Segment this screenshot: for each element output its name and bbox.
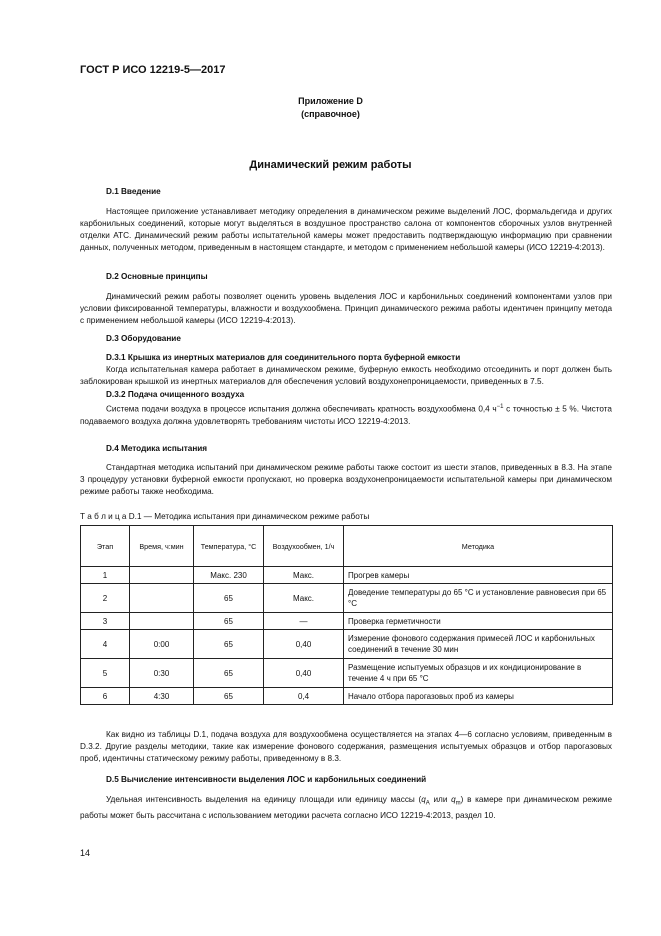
table-row [81,584,613,613]
paragraph [80,401,612,428]
column-header: Температура, °С [194,526,264,567]
method-table [80,525,613,705]
table-cell: — [264,613,344,630]
section-d4 [80,443,612,498]
table-cell: 0,40 [264,630,344,659]
section-heading: D.4 Методика испытания [106,444,208,453]
section-d2 [80,271,612,327]
annex-type: (справочное) [301,109,360,119]
table-cell: 65 [194,659,264,688]
table-cell: 0,4 [264,688,344,705]
standard-header: ГОСТ Р ИСО 12219-5—2017 [80,64,226,76]
table-cell: 0:30 [130,659,194,688]
superscript: −1 [496,404,504,410]
table-cell: 65 [194,630,264,659]
column-header: Этап [81,526,130,567]
page-title: Динамический режим работы [249,159,412,171]
table-cell: Доведение температуры до 65 °С и установление равновесия при 65 °С [344,584,613,613]
table-cell: Размещение испытуемых образцов и их кондиционирование в течение 4 ч при 65 °С [344,659,613,688]
table-row [81,567,613,584]
subsection-heading: D.3.1 Крышка из инертных материалов для соединительного порта буферной емкости [106,353,461,362]
table-row [81,630,613,659]
symbol: q [451,795,456,804]
page-number: 14 [80,848,91,858]
paragraph: Как видно из таблицы D.1, подача воздуха для воздухообмена осуществляется на этапах 4—6 согласно условиям, приведенным в D.3.2. Другие разделы методики, такие как измерение фонового содержания, размещения испытуемых образцов и отбор парогазовых проб, идентичны статическому режиму работы, приведенному в 8.3. [80,730,612,763]
paragraph: Настоящее приложение устанавливает методику определения в динамическом режиме выделений ЛОС, формальдегида и других карбонильных соединений, которые могут выделяться в воздушное пространство салона от компонентов сборочных узлов внутренней отделки АТС. Динамический режим работы испытательной камеры может предоставить подтверждающую информацию при сравнении данных, полученных методом, приведенным в настоящем стандарте, и методом с применением небольшой камеры (ИСО 12219-4:2013). [80,207,612,252]
text-run: Система подачи воздуха в процессе испытания должна обеспечивать кратность воздухообмена 0,4 ч [106,404,497,414]
section-heading: D.1 Введение [106,187,161,196]
table-caption: Т а б л и ц а D.1 — Методика испытания при динамическом режиме работы [80,512,370,521]
subscript: m [455,800,461,807]
table-row [81,659,613,688]
table-cell: 2 [81,584,130,613]
subscript: A [425,800,430,807]
table-cell: 5 [81,659,130,688]
section-heading: D.5 Вычисление интенсивности выделения ЛОС и карбонильных соединений [106,775,427,784]
table-cell: Начало отбора парогазовых проб из камеры [344,688,613,705]
paragraph [80,794,612,822]
table-cell: Проверка герметичности [344,613,613,630]
text-run: или [429,795,452,804]
table-cell: 65 [194,584,264,613]
table-cell: 65 [194,613,264,630]
column-header: Воздухообмен, 1/ч [264,526,344,567]
table-cell: 0,40 [264,659,344,688]
annex-label [0,95,661,121]
section-d1 [80,186,612,254]
paragraph: Динамический режим работы позволяет оценить уровень выделения ЛОС и карбонильных соединений компонентами узлов при условии фиксированной температуры, влажности и воздухообмена. Принцип динамического режима работы идентичен принципу метода с применением небольшой камеры (ИСО 12219-4:2013). [80,292,612,325]
section-d5 [80,774,612,822]
table-row [81,613,613,630]
table-cell: 65 [194,688,264,705]
table-cell [130,567,194,584]
column-header: Методика [344,526,613,567]
paragraph: Когда испытательная камера работает в динамическом режиме, буферную емкость необходимо отсоединить и порт должен быть заблокирован крышкой из инертных материалов для обеспечения условий воздухонепроницаемости, приведенных в 7.5. [80,365,612,386]
table-cell: Макс. 230 [194,567,264,584]
table-cell: 4 [81,630,130,659]
table-header-row [81,526,613,567]
table-cell: Прогрев камеры [344,567,613,584]
table-cell: 4:30 [130,688,194,705]
text-run: с точностью ± 5 %. Чистота подаваемого воздуха должна удовлетворять требованиям чистоты ИСО 12219-4:2013. [80,404,612,426]
section-heading: D.3 Оборудование [106,334,181,343]
table-cell [130,613,194,630]
table-cell: 3 [81,613,130,630]
text-run: Удельная интенсивность выделения на единицу площади или единицу массы ( [106,795,422,804]
paragraph: Стандартная методика испытаний при динамическом режиме работы также состоит из шести этапов, приведенных в 8.3. На этапе 3 процедуру установки буферной емкости пропускают, но проверка воздухонепроницаемости испытательной камеры при динамическом режиме работы также необходима. [80,463,612,496]
table-cell: 0:00 [130,630,194,659]
subsection-heading: D.3.2 Подача очищенного воздуха [106,390,245,399]
table-cell [130,584,194,613]
symbol: q [421,795,426,804]
table-cell: Макс. [264,584,344,613]
table-cell: 6 [81,688,130,705]
table-cell: Макс. [264,567,344,584]
table-row [81,688,613,705]
section-d3 [80,333,612,428]
table-cell: Измерение фонового содержания примесей ЛОС и карбонильных соединений в течение 30 мин [344,630,613,659]
section-heading: D.2 Основные принципы [106,272,208,281]
table-cell: 1 [81,567,130,584]
column-header: Время, ч:мин [130,526,194,567]
annex-title: Приложение D [298,96,363,106]
after-table-text [80,729,612,765]
text-run: ) в камере при динамическом режиме работы может быть рассчитана с использованием методики расчета согласно ИСО 12219-4:2013, раздел 10. [80,795,612,820]
